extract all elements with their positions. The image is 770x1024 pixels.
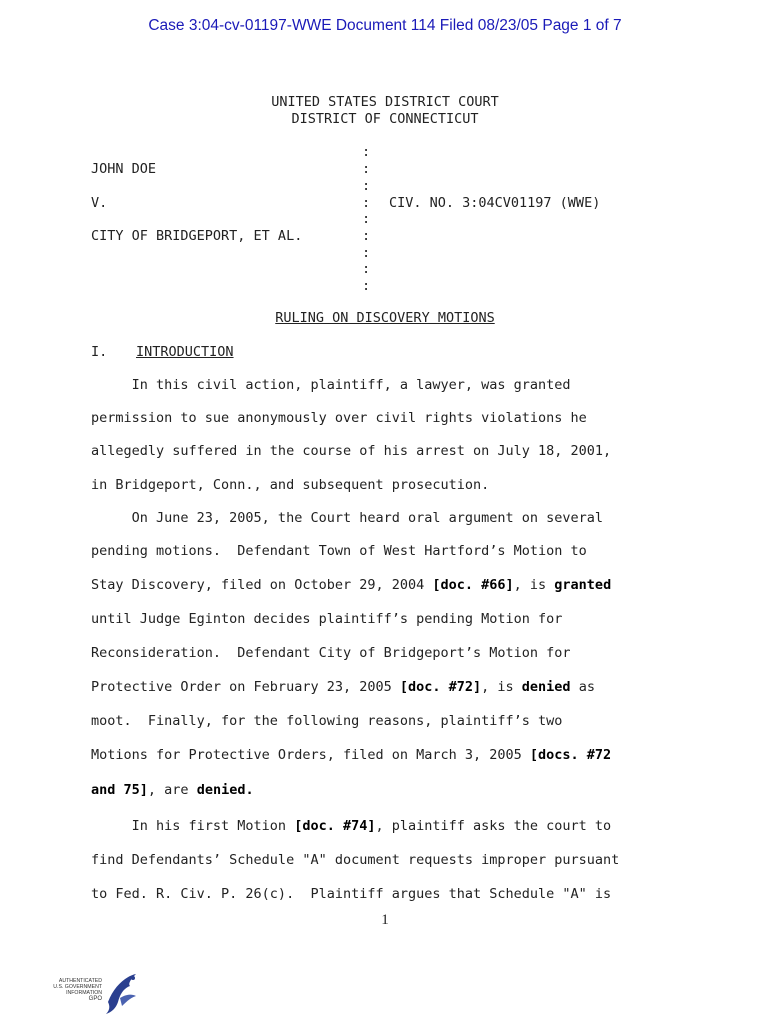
- caption-colon: :: [362, 245, 371, 261]
- body-line: allegedly suffered in the course of his arrest on July 18, 2001,: [91, 443, 612, 459]
- gpo-authentication-seal: AUTHENTICATED U.S. GOVERNMENT INFORMATION GPO: [44, 972, 134, 1018]
- document-header: Case 3:04-cv-01197-WWE Document 114 Filed 08/23/05 Page 1 of 7: [148, 17, 622, 34]
- body-line: in Bridgeport, Conn., and subsequent prosecution.: [91, 477, 490, 493]
- court-name: UNITED STATES DISTRICT COURT: [271, 94, 499, 110]
- doc-reference: [doc. #72]: [399, 679, 482, 695]
- body-line: In this civil action, plaintiff, a lawyer, was granted: [91, 377, 571, 393]
- body-line: Motions for Protective Orders, filed on March 3, 2005 [docs. #72: [91, 747, 612, 763]
- caption-colon: :: [362, 161, 371, 177]
- body-line: Stay Discovery, filed on October 29, 2004 [doc. #66], is granted: [91, 577, 612, 593]
- plaintiff-name: JOHN DOE: [91, 161, 157, 177]
- caption-colon: :: [362, 211, 371, 227]
- body-line: moot. Finally, for the following reasons, plaintiff’s two: [91, 713, 563, 729]
- doc-reference: [doc. #66]: [432, 577, 514, 593]
- caption-colon: :: [362, 278, 371, 294]
- section-heading: INTRODUCTION: [136, 344, 234, 360]
- doc-reference: [doc. #74]: [294, 818, 376, 834]
- ruling-denied: denied.: [196, 782, 254, 798]
- body-line: In his first Motion [doc. #74], plaintiff asks the court to: [91, 818, 612, 834]
- ruling-title: RULING ON DISCOVERY MOTIONS: [275, 310, 495, 326]
- caption-colon: :: [362, 261, 371, 277]
- body-line: Protective Order on February 23, 2005 [doc. #72], is denied as: [91, 679, 595, 695]
- doc-reference: and 75]: [91, 782, 148, 798]
- caption-colon: :: [362, 195, 371, 211]
- caption-colon: :: [362, 178, 371, 194]
- body-line: until Judge Eginton decides plaintiff’s pending Motion for: [91, 611, 563, 627]
- ruling-granted: granted: [554, 577, 612, 593]
- civil-number: CIV. NO. 3:04CV01197 (WWE): [389, 195, 601, 211]
- body-line: pending motions. Defendant Town of West Hartford’s Motion to: [91, 543, 587, 559]
- body-line: to Fed. R. Civ. P. 26(c). Plaintiff argues that Schedule "A" is: [91, 886, 612, 902]
- eagle-icon: [100, 972, 140, 1018]
- caption-colon: :: [362, 144, 371, 160]
- defendant-name: CITY OF BRIDGEPORT, ET AL.: [91, 228, 303, 244]
- body-line: find Defendants’ Schedule "A" document requests improper pursuant: [91, 852, 620, 868]
- caption-colon: :: [362, 228, 371, 244]
- body-line: permission to sue anonymously over civil rights violations he: [91, 410, 587, 426]
- ruling-denied: denied: [521, 679, 571, 695]
- body-line: Reconsideration. Defendant City of Bridgeport’s Motion for: [91, 645, 571, 661]
- body-line: and 75], are denied.: [91, 782, 254, 798]
- doc-reference: [docs. #72: [529, 747, 612, 763]
- versus-label: V.: [91, 195, 108, 211]
- section-number: I.: [91, 344, 108, 360]
- court-district: DISTRICT OF CONNECTICUT: [291, 111, 479, 127]
- body-line: On June 23, 2005, the Court heard oral argument on several: [91, 510, 604, 526]
- page-number: 1: [381, 912, 389, 928]
